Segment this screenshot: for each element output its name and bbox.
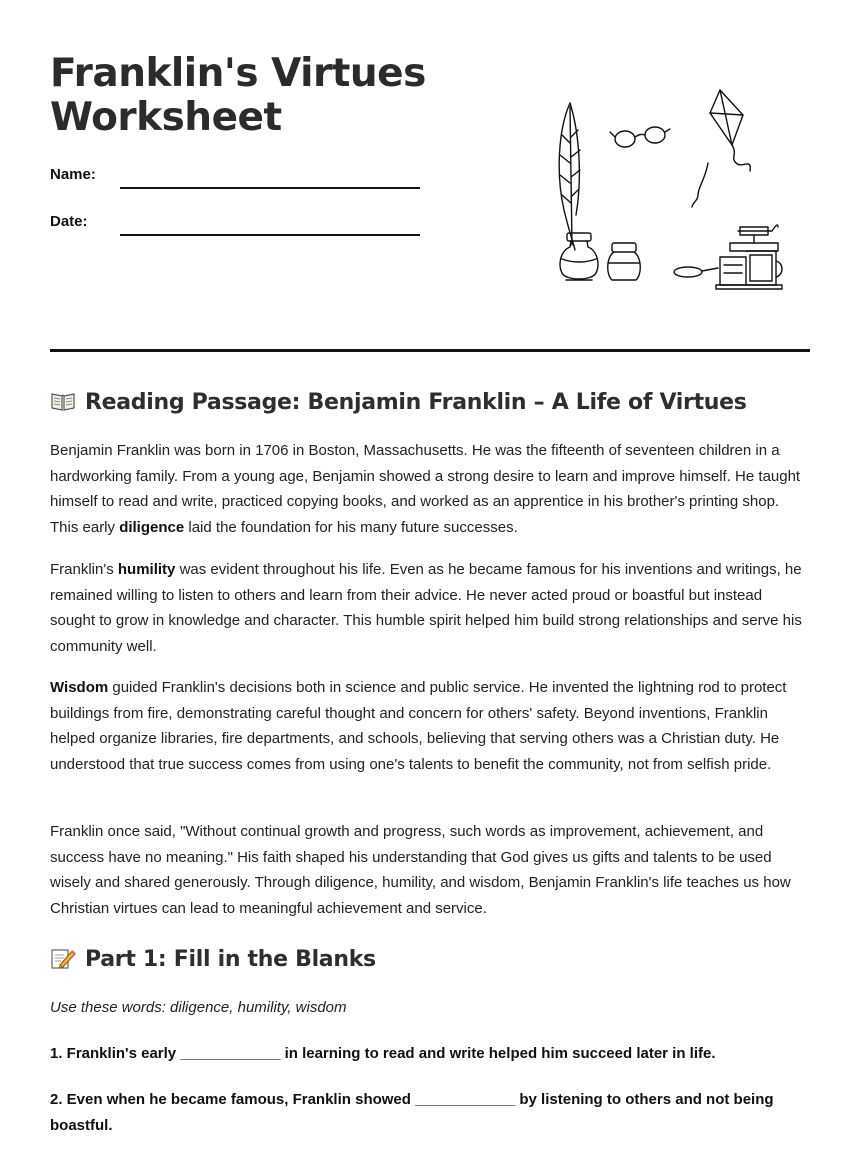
section-divider xyxy=(50,349,810,352)
worksheet-title xyxy=(50,52,426,140)
open-book-icon xyxy=(50,390,76,412)
reading-heading xyxy=(50,390,747,415)
reading-paragraph-4: Franklin once said, "Without continual growth and progress, such words as improvement, achievement, and success have no meaning." His faith shaped his understanding that God gives us gifts and talents to be used wisely and shared generously. Through diligence, humility, and wisdom, Benjamin Franklin's life teaches us how Christian virtues can lead to meaningful achievement and service. xyxy=(50,823,791,917)
part1-heading-text: Part 1: Fill in the Blanks xyxy=(85,947,376,972)
part1-heading xyxy=(50,947,376,972)
franklin-illustration xyxy=(540,85,800,295)
question-1: 1. Franklin's early ____________ in learning to read and write helped him succeed later in life. xyxy=(50,1045,716,1062)
reading-heading-text: Reading Passage: Benjamin Franklin – A Life of Virtues xyxy=(85,390,747,415)
title-line-1: Franklin's Virtues xyxy=(50,51,426,96)
printing-press-icon xyxy=(674,225,782,289)
name-label: Name: xyxy=(50,166,96,183)
reading-paragraph-3: Wisdom guided Franklin's decisions both in science and public service. He invented the lightning rod to protect buildings from fire, demonstrating careful thought and concern for others' safety. Beyond inventions, Franklin helped organize libraries, fire departments, and schools, believing that serving others was a Christian duty. He understood that true success comes from using one's talents to benefit the community, not from selfish pride. xyxy=(50,679,787,773)
title-line-2: Worksheet xyxy=(50,95,282,140)
memo-pencil-icon xyxy=(50,947,76,969)
keyword-wisdom: Wisdom xyxy=(50,679,109,696)
keyword-humility: humility xyxy=(117,561,176,578)
quill-pen-icon xyxy=(559,103,580,250)
question-2: 2. Even when he became famous, Franklin showed ____________ by listening to others and not being boastful. xyxy=(50,1091,774,1134)
reading-paragraph-1: Benjamin Franklin was born in 1706 in Boston, Massachusetts. He was the fifteenth of seventeen children in a hardworking family. From a young age, Benjamin showed a strong desire to learn and improve himself. He taught himself to read and write, practiced copying books, and worked as an apprentice in his brother's printing shop. This early diligence laid the foundation for his many future successes. xyxy=(50,442,801,536)
name-input-line[interactable] xyxy=(120,187,420,189)
part1-instructions: Use these words: diligence, humility, wisdom xyxy=(50,999,347,1016)
kite-icon xyxy=(692,90,750,207)
date-label: Date: xyxy=(50,213,88,230)
ink-jar-icon xyxy=(608,243,641,280)
keyword-diligence: diligence xyxy=(119,518,185,536)
inkwell-icon xyxy=(560,233,598,280)
spectacles-icon xyxy=(610,127,670,147)
reading-paragraph-2: Franklin's humility was evident throughout his life. Even as he became famous for his inventions and writings, he remained willing to listen to others and learn from their advice. He never acted proud or boastful but instead sought to grow in knowledge and character. This humble spirit helped him build strong relationships and serve his community well. xyxy=(50,561,802,655)
date-input-line[interactable] xyxy=(120,234,420,236)
